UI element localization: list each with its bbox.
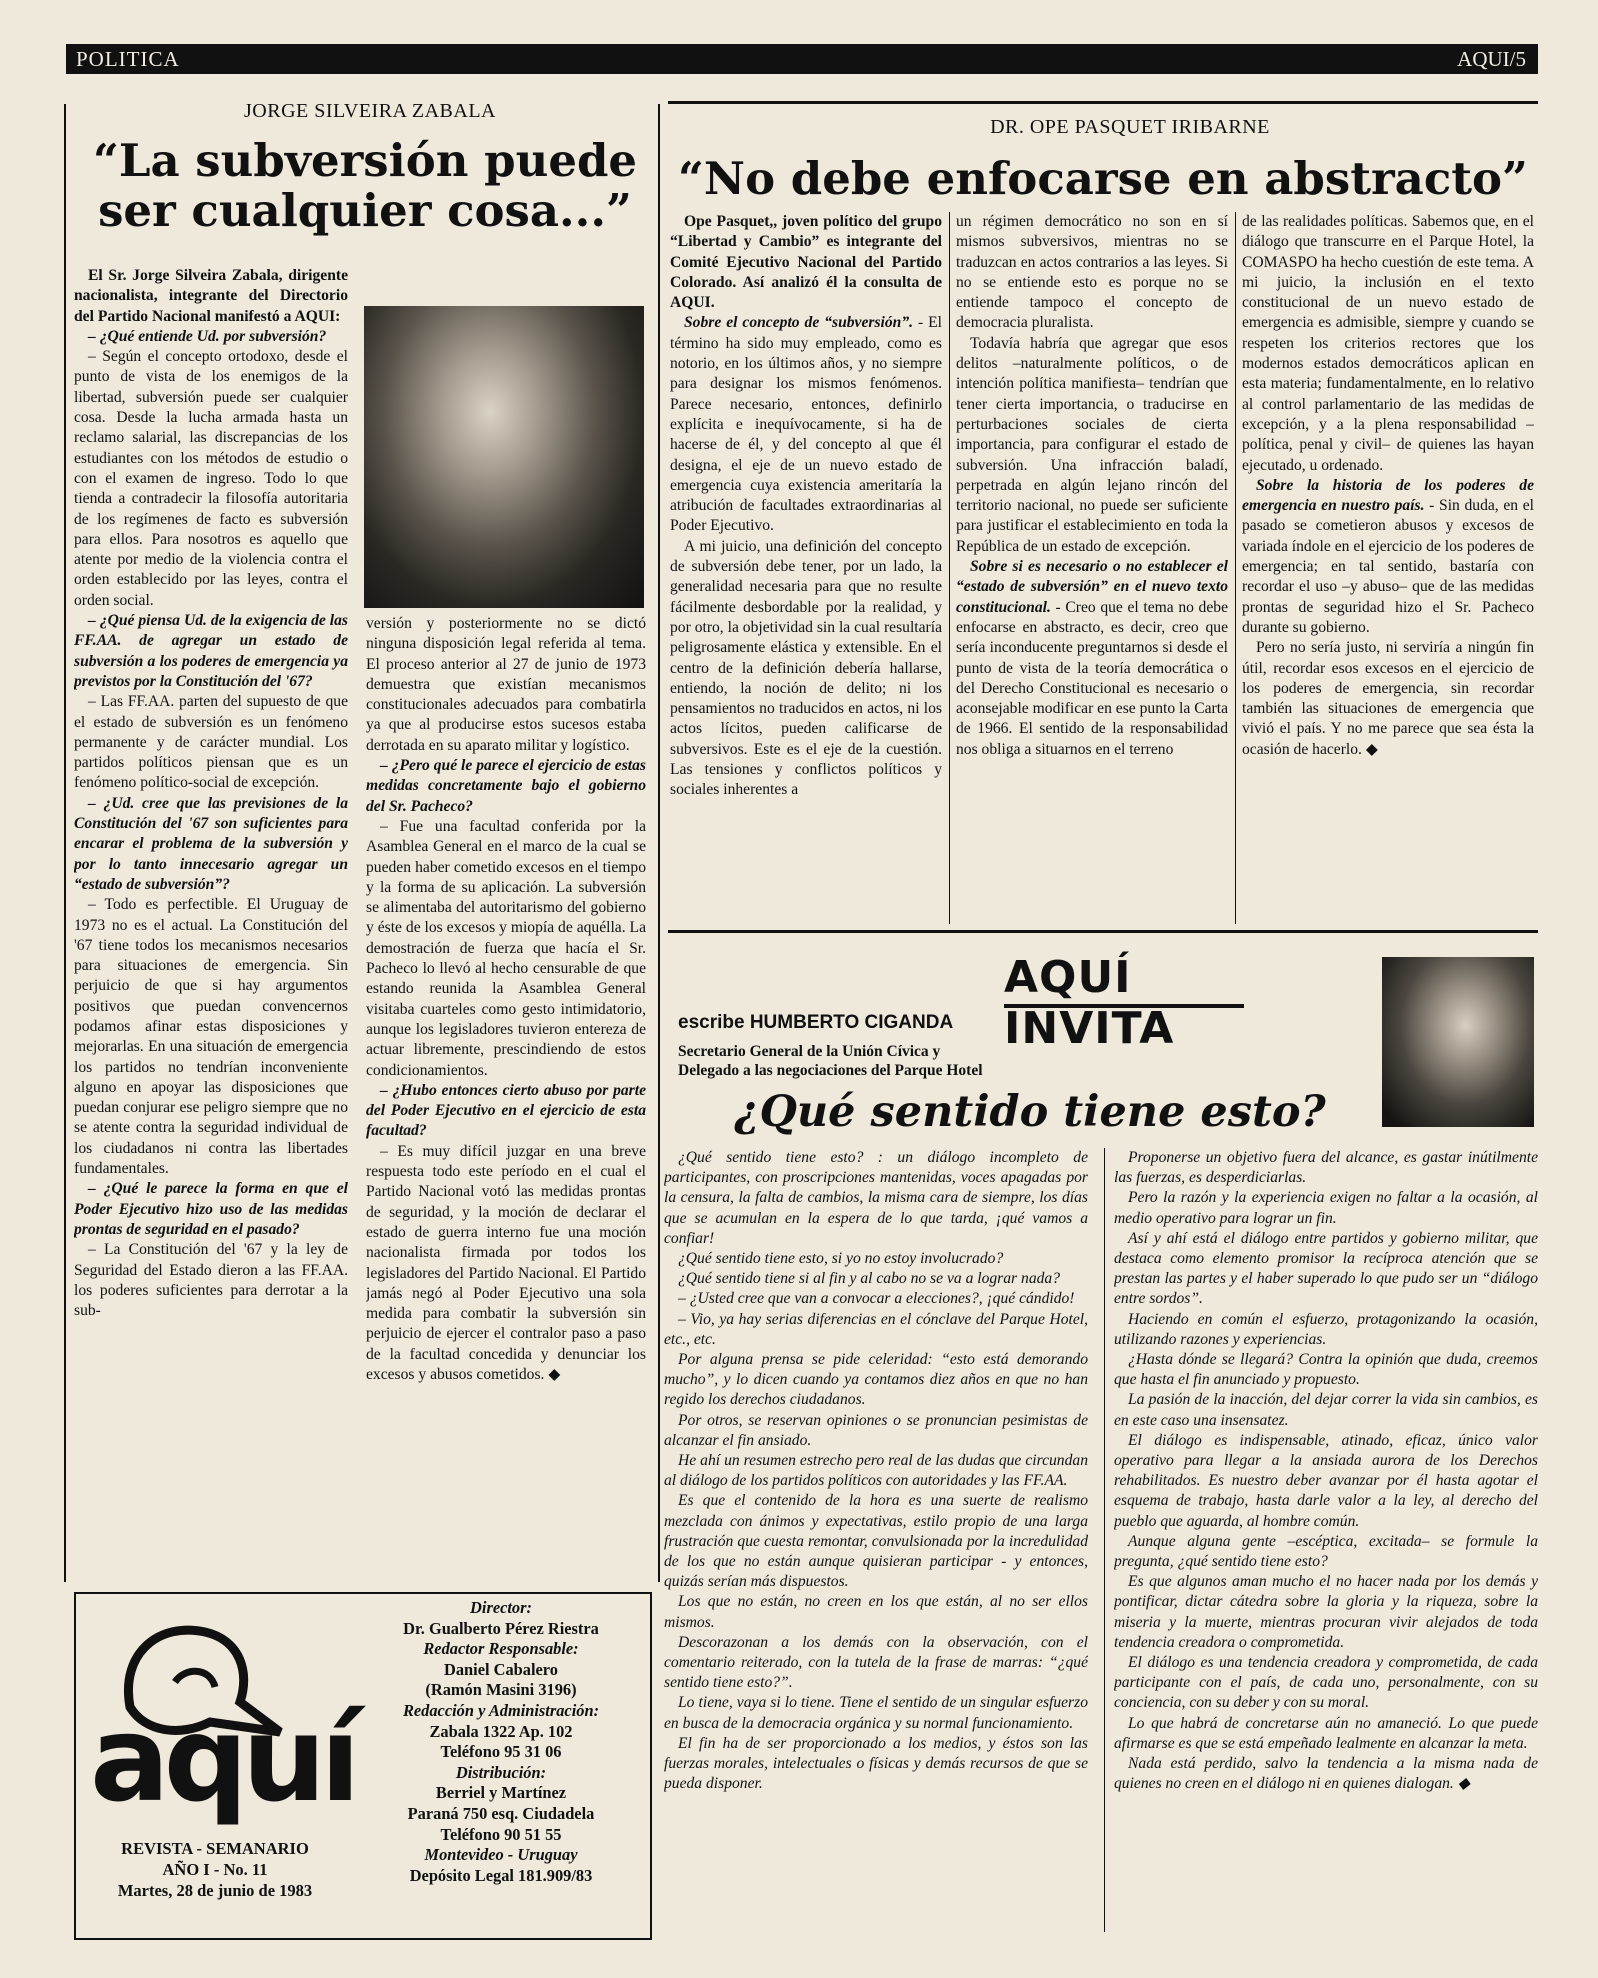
- right-col-rule-2: [1235, 212, 1236, 924]
- invita-paragraph: Haciendo en común el esfuerzo, protagonizando la ocasión, utilizando razones y experiencias.: [1114, 1310, 1538, 1348]
- right_article-col1-paragraph: Ope Pasquet,, joven político del grupo “Libertad y Cambio” es integrante del Comité Ejecutivo Nacional del Partido Colorado. Así analizó él la consulta de AQUI.: [670, 213, 942, 312]
- invita-paragraph: ¿Qué sentido tiene esto, si yo no estoy involucrado?: [678, 1250, 1004, 1268]
- right-article-headline: “No debe enfocarse en abstracto”: [678, 152, 1528, 205]
- credit-label: Distribución:: [455, 1762, 547, 1782]
- left_article-col1-paragraph: – Todo es perfectible. El Uruguay de 1973 no es el actual. La Constitución del '67 tiene todos los mecanismos necesarios para situaciones de emergencia. Sin perjuicio de que si hay argumentos positivos que puedan convencernos podamos afinar estas disposiciones y mejorarlas. En una situación de emergencia los partidos no tendrían inconveniente alguno en apoyar las disposiciones que puedan conjurar ese peligro siempre que no se atente contra la seguridad individual de los ciudadanos ni contra las libertades fundamentales.: [74, 896, 348, 1178]
- left_article-col1-paragraph: – Según el concepto ortodoxo, desde el punto de vista de los enemigos de la libertad, subversión puede ser cualquier cosa. Desde la lucha armada hasta un reclamo salarial, las discrepancias de los estudiantes con los métodos de estudio o con el examen de ingreso. Todo lo que tienda a contradecir la filosofía autoritaria de los regímenes de facto es subversión para ellos. Para nosotros es aquello que atente por medio de la violencia contra el orden establecido por las leyes, contra el orden social.: [74, 348, 348, 609]
- left_article-col1-paragraph: – ¿Qué entiende Ud. por subversión?: [88, 327, 327, 345]
- right_article-col2-paragraph: Todavía habría que agregar que esos delitos –naturalmente políticos, o de intención política manifiesta– tendrían que tener cierta importancia, o traducirse en perturbaciones sociales de cierta importancia, para configurar el estado de subversión. Una infracción baladí, perpetrada en algún lejano rincón del territorio nacional, no puede ser suficiente para justificar el establecimiento en toda la República de un estado de excepción.: [956, 334, 1228, 555]
- invita-paragraph: ¿Qué sentido tiene esto? : un diálogo incompleto de participantes, con proscripciones mantenidas, voces apagadas por la censura, la falta de cambios, la misma cara de siempre, los días que se acumulan en la espera de lo que tarda, ¡qué vamos a confiar!: [664, 1149, 1088, 1247]
- left_article-col1-paragraph: – Las FF.AA. parten del supuesto de que el estado de subversión es un fenómeno permanente y de carácter mundial. Los partidos políticos piensan que es un fenómeno político-social de excepción.: [74, 693, 348, 792]
- right-article-author: DR. OPE PASQUET IRIBARNE: [990, 116, 1270, 138]
- invita-paragraph: Es que el contenido de la hora es una suerte de realismo mezclada con ánimos y expectativas, estilo propio de una larga frustración que cuesta remontar, convulsionada por la incredulidad de los que no están aunque quisieran participar - y entonces, quizás serían más dispuestos.: [664, 1492, 1088, 1591]
- invita-paragraph: ¿Qué sentido tiene si al fin y al cabo no se va a lograr nada?: [678, 1270, 1061, 1288]
- masthead-sub-1: REVISTA - SEMANARIO: [121, 1839, 309, 1858]
- invita-paragraph: Lo tiene, vaya si lo tiene. Tiene el sentido de un singular esfuerzo en busca de la democracia orgánica y su normal funcionamiento.: [664, 1694, 1088, 1732]
- byline-prefix: escribe: [678, 1012, 750, 1033]
- invita-column-2: [1114, 1148, 1538, 1932]
- right-col-rule-1: [949, 212, 950, 924]
- credit-label: Montevideo - Uruguay: [424, 1845, 578, 1865]
- subhead-label: Sobre el concepto de “subversión”.: [684, 314, 914, 332]
- invita-paragraph: Descorazonan a los demás con la observación, con el comentario reiterado, con la tutela de la frase de marras: “¿qué sentido tiene esto?”.: [664, 1633, 1088, 1692]
- left_article-col1-paragraph: – ¿Qué le parece la forma en que el Poder Ejecutivo hizo uso de las medidas prontas de seguridad en el pasado?: [74, 1180, 348, 1238]
- left_article-col1-paragraph: – ¿Ud. cree que las previsiones de la Constitución del '67 son suficientes para encarar el problema de la subversión y por lo tanto innecesario agregar un “estado de subversión”?: [74, 794, 348, 893]
- left-border-rule: [64, 104, 66, 1582]
- right-article-column-2: [956, 212, 1228, 924]
- section-label: POLITICA: [76, 47, 180, 71]
- headline-line-2: ser cualquier cosa...”: [98, 184, 632, 238]
- invita-paragraph: He ahí un resumen estrecho pero real de las dudas que circundan al diálogo de los partidos políticos con autoridades y las FF.AA.: [664, 1452, 1088, 1490]
- left_article-col2-paragraph: – Fue una facultad conferida por la Asamblea General en el marco de la cual se pueden haber cometido excesos en el tiempo y la forma de su aplicación. La subversión se alimentaba del autoritarismo del gobierno y éste de los excesos y miopía de aquélla. La demostración de fuerza que hacía el Sr. Pacheco lo llevó al hecho censurable de que estando reunida la Asamblea General visitaba cuarteles como gesto intimidatorio, aunque los legisladores tuvieron entereza de actuar libremente, prescindiendo de estos condicionamientos.: [366, 817, 646, 1079]
- masthead-sub-3: Martes, 28 de junio de 1983: [117, 1881, 313, 1900]
- credit-value: Berriel y Martínez: [435, 1783, 567, 1803]
- right-article-column-1: [670, 212, 942, 924]
- right_article-col3-paragraph: Sobre la historia de los poderes de emergencia en nuestro país. - Sin duda, en el pasado se cometieron abusos y excesos de variada índole en el ejercicio de los poderes de emergencia; en tal sentido, bastaría con recordar el uso –y abuso– que de las medidas prontas de seguridad hizo el Sr. Pacheco durante su gobierno.: [1242, 476, 1534, 636]
- left-article-column-1: [74, 266, 348, 1582]
- invita-paragraph: Por alguna prensa se pide celeridad: “esto está demorando mucho”, y lo dicen cuando ya contamos diez años en que no han regido los derechos ciudadanos.: [664, 1351, 1088, 1409]
- credit-value: Daniel Cabalero: [444, 1659, 558, 1679]
- aqui-invita-logo: AQUÍ INVITA: [1004, 952, 1175, 1054]
- left_article-col2-paragraph: versión y posteriormente no se dictó ninguna disposición legal referida al tema. El proceso anterior al 27 de junio de 1973 demuestra que existían mecanismos constitucionales adecuados para combatirla ya que al producirse estos sucesos estaba derrotada en su aparato militar y logístico.: [366, 615, 646, 754]
- invita-role: [678, 1042, 1178, 1080]
- right_article-col2-paragraph: un régimen democrático no son en sí mismos subversivos, mientras no se traduzcan en actos contrarios a las leyes. Si no se entiende esto es porque no se entiende tampoco el concepto de democracia pluralista.: [956, 213, 1228, 332]
- left_article-col2-paragraph: – ¿Hubo entonces cierto abuso por parte del Poder Ejecutivo en el ejercicio de esta facultad?: [366, 1081, 646, 1140]
- right_article-col3-paragraph: de las realidades políticas. Sabemos que, en el diálogo que transcurre en el Parque Hotel, la COMASPO ha hecho cuestión de este tema. A mi juicio, la inclusión en el texto constitucional de un nuevo estado de emergencia es admisible, siempre y cuando se respeten los criterios rectores que los modernos estados democráticos aplican en esta materia; fundamentalmente, en lo relativo al control parlamentario de las medidas de excepción, y a la plena responsabilidad –política, penal y civil– de quienes las hayan ejecutado, u ordenado.: [1242, 213, 1534, 474]
- credit-value: Paraná 750 esq. Ciudadela: [407, 1803, 595, 1823]
- aqui-invita-logo-box: [1004, 952, 1244, 1054]
- subhead-label: Sobre la historia de los poderes de emergencia en nuestro país.: [1242, 476, 1534, 515]
- invita-paragraph: Nada está perdido, salvo la tendencia a la misma nada de quienes no creen en el diálogo ni en quienes dialogan. ◆: [1114, 1755, 1538, 1793]
- headline-line-1: “La subversión puede: [92, 134, 638, 187]
- right_article-col3-paragraph: Pero no sería justo, ni serviría a ningún fin útil, recordar esos excesos en el ejercicio de los poderes de emergencia, sin recordar también las situaciones de emergencia que vivió el país. Y no me parece que sea ésta la ocasión de hacerlo. ◆: [1242, 639, 1534, 758]
- invita-col-rule: [1104, 1148, 1105, 1932]
- left_article-col2-paragraph: – Es muy difícil juzgar en una breve respuesta todo este período en el cual el Partido Nacional votó las medidas prontas de seguridad, y la moción de declarar el estado de guerra interno fue una moción nacionalista firmada por todos los legisladores del Partido Nacional. El Partido jamás negó al Poder Ejecutivo una sola medida para combatir la subversión sin perjuicio de ejercer el contralor paso a paso de la facultad concedida y denunciar los excesos y abusos cometidos. ◆: [366, 1142, 646, 1383]
- invita-headline: ¿Qué sentido tiene esto?: [734, 1087, 1326, 1137]
- invita-paragraph: Así y ahí está el diálogo entre partidos y gobierno militar, que destaca como elemento promisor la recíproca atención que se prestan las partes y el haber superado lo que pudo ser un “diálogo entre sordos”.: [1114, 1229, 1538, 1308]
- invita-byline: [678, 1012, 1378, 1034]
- right_article-col1-paragraph: A mi juicio, una definición del concepto de subversión debe tener, por un lado, la generalidad necesaria para que no resulte fácilmente desbordable por la realidad, y por otro, la objetividad sin la cual resultaría peligrosamente elástica y extensible. En el centro de la definición debería hallarse, entiendo, la noción de delito; ni los pensamientos no traducidos en actos, ni los actos lícitos, pueden calificarse de subversivos. Este es el eje de la cuestión. Las tensiones y conflictos políticos y sociales inherentes a: [670, 537, 942, 799]
- credit-value: Depósito Legal 181.909/83: [409, 1865, 593, 1885]
- invita-column-1: [664, 1148, 1088, 1932]
- left-article-author: JORGE SILVEIRA ZABALA: [244, 100, 496, 122]
- subhead-label: Sobre si es necesario o no establecer el “estado de subversión” en el nuevo texto constitucional.: [956, 558, 1228, 616]
- invita-paragraph: Aunque alguna gente –escéptica, excitada– se formule la pregunta, ¿qué sentido tiene esto?: [1114, 1532, 1538, 1571]
- invita-paragraph: Es que algunos aman mucho el no hacer nada por los demás y pontificar, dictar cátedra sobre la gloria y la riqueza, sobre la miseria y la muerte, mientras procuran vivir alejados de toda tendencia creadora o comprometida.: [1114, 1573, 1538, 1651]
- credit-value: Teléfono 95 31 06: [440, 1742, 562, 1762]
- invita-paragraph: Pero la razón y la experiencia exigen no faltar a la ocasión, al medio operativo para lograr un fin.: [1114, 1189, 1538, 1227]
- silveira-zabala-photo: [364, 306, 644, 608]
- left_article-col1-paragraph: – ¿Qué piensa Ud. de la exigencia de las FF.AA. de agregar un estado de subversión a los poderes de emergencia ya previstos por la Constitución del '67?: [74, 612, 348, 690]
- credit-value: (Ramón Masini 3196): [425, 1680, 577, 1700]
- invita-paragraph: El diálogo es una tendencia creadora y comprometida, de cada participante con el país, de cada uno, personalmente, con su conciencia, con su deber y con su moral.: [1114, 1654, 1538, 1712]
- section-header-bar: [66, 44, 1538, 74]
- left_article-col1-paragraph: El Sr. Jorge Silveira Zabala, dirigente nacionalista, integrante del Directorio del Partido Nacional manifestó a AQUI:: [74, 267, 348, 325]
- left-article-headline: [80, 136, 650, 237]
- byline-name: HUMBERTO CIGANDA: [749, 1012, 954, 1033]
- invita-paragraph: El fin ha de ser proporcionado a los medios, y éstos son las fuerzas morales, intelectuales o físicas y demás recursos de que se pueda disponer.: [664, 1734, 1088, 1793]
- masthead-credits: [356, 1598, 646, 1886]
- credit-label: Director:: [470, 1598, 532, 1617]
- right-article-column-3: [1242, 212, 1534, 924]
- masthead-info: [90, 1838, 340, 1901]
- invita-paragraph: Lo que habrá de concretarse aún no amaneció. Lo que puede afirmarse es que se está empeñado lealmente en alcanzar la meta.: [1114, 1714, 1538, 1752]
- invita-top-rule: [668, 930, 1538, 933]
- credit-label: Redacción y Administración:: [402, 1700, 600, 1720]
- credit-value: Dr. Gualberto Pérez Riestra: [403, 1618, 599, 1638]
- invita-paragraph: Proponerse un objetivo fuera del alcance, es gastar inútilmente las fuerzas, es desperdiciarlas.: [1114, 1149, 1538, 1187]
- invita-paragraph: Los que no están, no creen en los que están, al no ser ellos mismos.: [664, 1593, 1088, 1631]
- invita-paragraph: – Vio, ya hay serias diferencias en el cónclave del Parque Hotel, etc., etc.: [664, 1310, 1088, 1348]
- aqui-logo-text: aquí: [90, 1690, 355, 1828]
- masthead-box: [74, 1592, 652, 1940]
- invita-paragraph: ¿Hasta dónde se llegará? Contra la opinión que duda, creemos que hasta el fin anunciado y propuesto.: [1114, 1351, 1538, 1389]
- credit-label: Redactor Responsable:: [423, 1639, 579, 1659]
- right_article-col1-paragraph: Sobre el concepto de “subversión”. - El término ha sido muy empleado, como es notorio, en los últimos años, y no siempre para designar los mismos fenómenos. Parece necesario, entonces, definirlo explícita e inequívocamente, si ha de hacerse de él, y del concepto al que él designa, el eje de un nuevo estado de emergencia cuya existencia ameritaría la atribución de facultades extraordinarias al Poder Ejecutivo.: [670, 314, 942, 535]
- invita-paragraph: La pasión de la inacción, del dejar correr la vida sin cambios, es en este caso una insensatez.: [1114, 1391, 1538, 1429]
- left_article-col1-paragraph: – La Constitución del '67 y la ley de Seguridad del Estado dieron a las FF.AA. los poderes suficientes para derrotar a la sub-: [74, 1241, 348, 1320]
- right_article-col2-paragraph: Sobre si es necesario o no establecer el “estado de subversión” en el nuevo texto constitucional. - Creo que el tema no debe enfocarse en abstracto, es decir, creo que sería inconducente preguntarnos si desde el punto de vista de la teoría democrática o del Derecho Constitucional es necesario o aconsejable modificar en ese punto la Carta de 1966. El sentido de la responsabilidad nos obliga a situarnos en el terreno: [956, 558, 1228, 758]
- masthead-sub-2: AÑO I - No. 11: [162, 1860, 268, 1879]
- invita-paragraph: El diálogo es indispensable, atinado, eficaz, único valor operativo para llegar a la ansiada aurora de los Derechos rehabilitados. Es nuestro deber avanzar por él hasta agotar el esquema de trabajo, hasta darle valor a la ley, al derecho del pueblo que aguarda, al hombre común.: [1114, 1431, 1538, 1530]
- invita-paragraph: Por otros, se reservan opiniones o se pronuncian pesimistas de alcanzar el fin ansiado.: [664, 1411, 1088, 1449]
- page-number: AQUI/5: [1457, 47, 1526, 71]
- credit-value: Zabala 1322 Ap. 102: [429, 1721, 573, 1741]
- invita-paragraph: – ¿Usted cree que van a convocar a elecciones?, ¡qué cándido!: [678, 1290, 1075, 1308]
- left_article-col2-paragraph: – ¿Pero qué le parece el ejercicio de estas medidas concretamente bajo el gobierno del Sr. Pacheco?: [366, 757, 646, 815]
- left-article-column-2: [366, 614, 646, 1582]
- role-line-1: Secretario General de la Unión Cívica y: [678, 1043, 941, 1060]
- ciganda-photo: [1382, 957, 1534, 1127]
- credit-value: Teléfono 90 51 55: [440, 1824, 562, 1844]
- column-divider-rule: [658, 104, 660, 1582]
- role-line-2: Delegado a las negociaciones del Parque Hotel: [678, 1062, 983, 1079]
- right-article-top-rule: [668, 101, 1538, 104]
